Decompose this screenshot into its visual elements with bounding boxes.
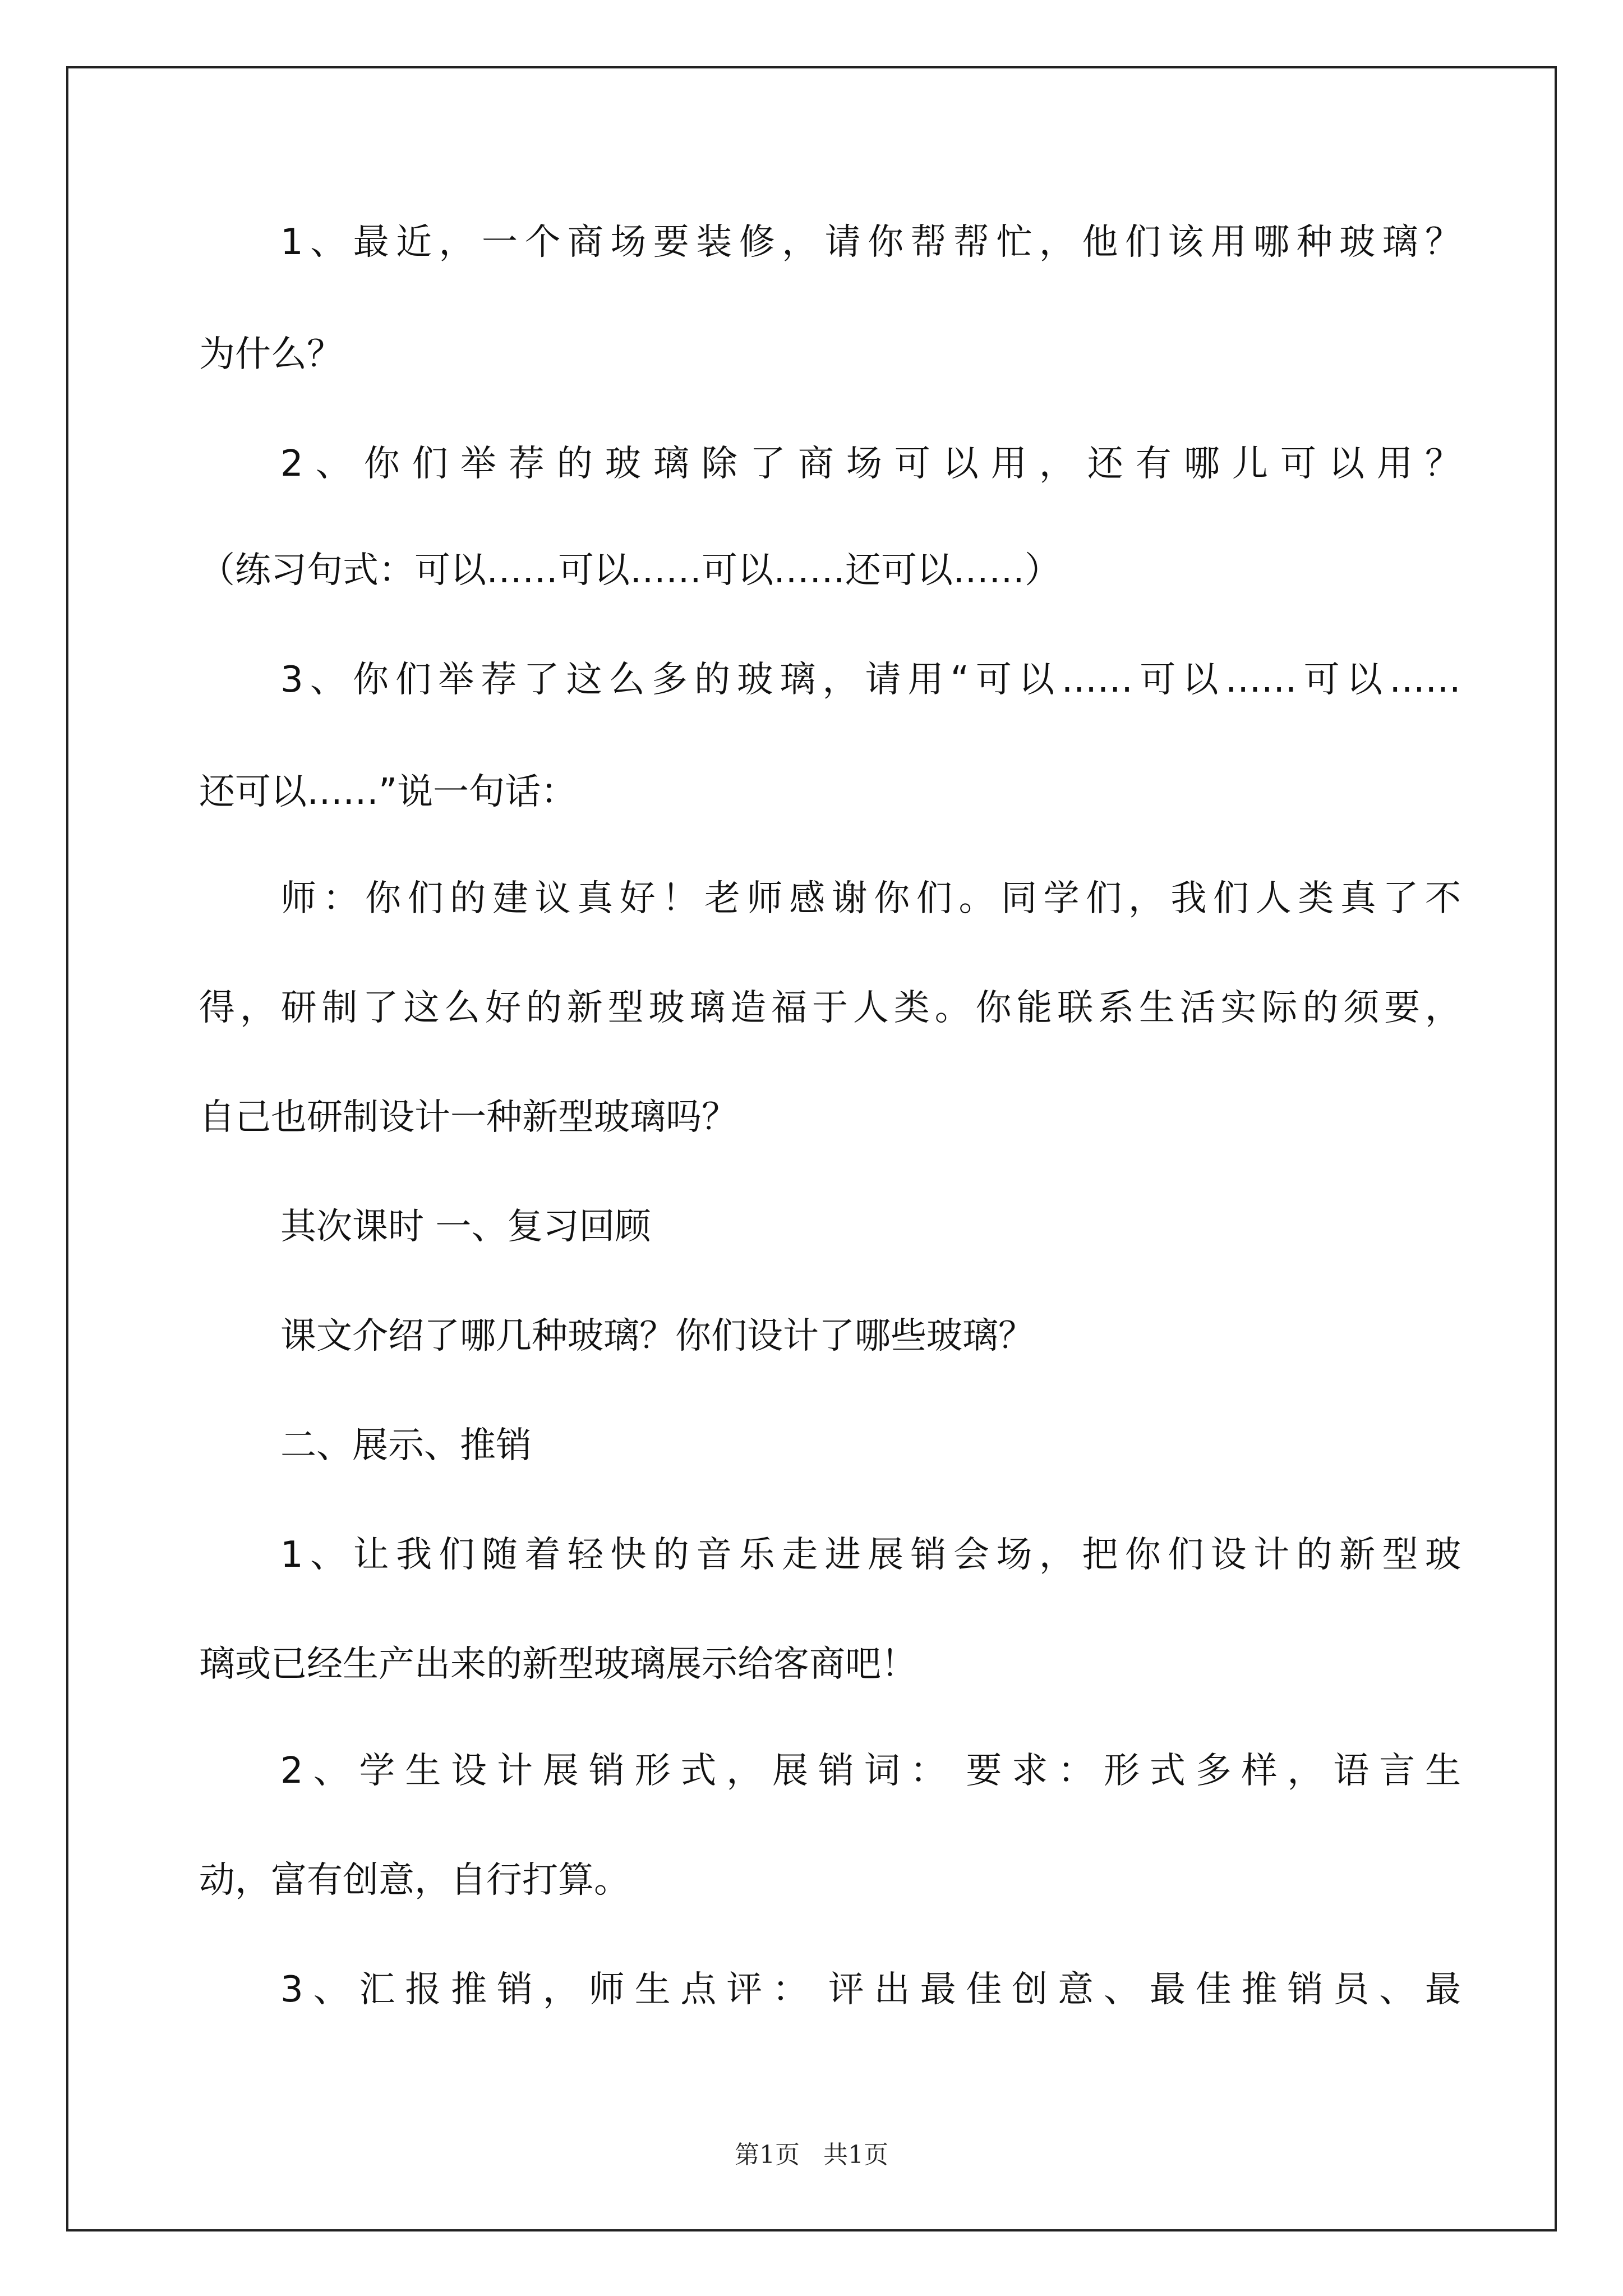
subsection-heading: 二、展示、推销 [280, 1425, 532, 1466]
page-footer [0, 2134, 1623, 2170]
paragraph-4-line-1: 师：你们的建议真好！老师感谢你们。同学们，我们人类真了不 [280, 878, 1461, 919]
paragraph-4-line-3: 自己也研制设计一种新型玻璃吗？ [199, 1097, 737, 1138]
section-heading: 其次课时 一、复习回顾 [280, 1206, 651, 1248]
paragraph-6-line-2: 动，富有创意，自行打算。 [199, 1860, 630, 1901]
paragraph-6-requirement: 要求：形式多样，语言生 [956, 1750, 1461, 1792]
paragraph-6-lead: 2、学生设计展销形式，展销词： [280, 1750, 956, 1792]
review-question: 课文介绍了哪几种玻璃？你们设计了哪些玻璃？ [280, 1315, 1034, 1357]
paragraph-2-line-2: （练习句式：可以……可以……可以……还可以……） [199, 550, 1061, 591]
page-border [66, 66, 1557, 2231]
page-number: 第1页 [735, 2141, 800, 2169]
page-total: 共1页 [823, 2141, 888, 2169]
paragraph-5-line-2: 璃或已经生产出来的新型玻璃展示给客商吧！ [199, 1644, 917, 1685]
paragraph-3-line-2: 还可以……”说一句话： [199, 771, 577, 813]
paragraph-5-line-1: 1、让我们随着轻快的音乐走进展销会场，把你们设计的新型玻 [280, 1534, 1461, 1576]
paragraph-7-line-1 [280, 1969, 1461, 2010]
paragraph-1-line-1: 1、最近，一个商场要装修，请你帮帮忙，他们该用哪种玻璃？ [280, 222, 1461, 263]
paragraph-4-line-2: 得，研制了这么好的新型玻璃造福于人类。你能联系生活实际的须要， [199, 987, 1461, 1029]
paragraph-7-awards: 评出最佳创意、最佳推销员、最 [818, 1969, 1461, 2010]
paragraph-1-line-2: 为什么？ [199, 334, 343, 375]
paragraph-3-line-1: 3、你们举荐了这么多的玻璃，请用“可以……可以……可以…… [280, 659, 1461, 701]
paragraph-2-line-1: 2、你们举荐的玻璃除了商场可以用，还有哪儿可以用？ [280, 443, 1461, 485]
paragraph-7-lead: 3、汇报推销，师生点评： [280, 1969, 819, 2010]
paragraph-6-line-1 [280, 1750, 1461, 1792]
